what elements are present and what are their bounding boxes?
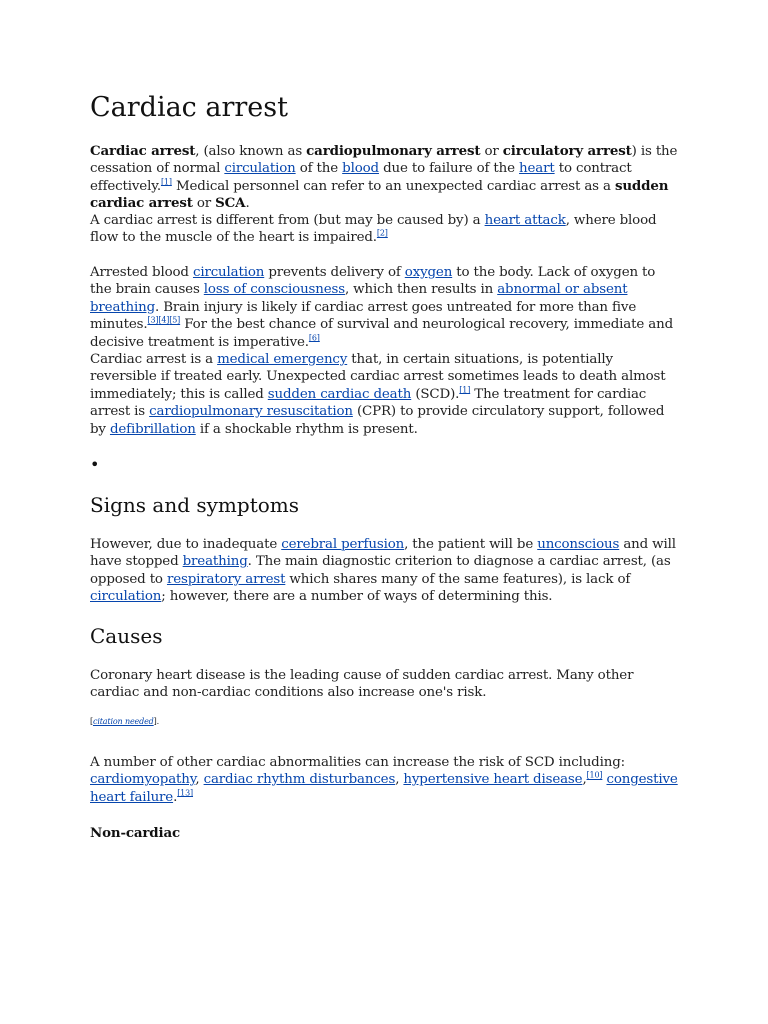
citation-needed: [citation needed]. [90,717,160,726]
reference-link[interactable]: [10] [586,770,603,780]
link-abnormal-breathing[interactable]: abnormal or absent breathing [90,282,628,315]
link-circulation[interactable]: circulation [224,161,296,177]
link-cardiac-rhythm-disturbances[interactable]: cardiac rhythm disturbances [203,772,396,788]
reference-link[interactable]: [1] [459,385,471,395]
paragraph-heart-attack: A cardiac arrest is different from (but may be caused by) a heart attack, where blood flow to the muscle of the heart is impaired.[2] [90,213,657,246]
link-breathing[interactable]: breathing [182,554,248,570]
reference-link[interactable]: [2] [376,228,388,238]
paragraph-cardiac-abnormalities: A number of other cardiac abnormalities can increase the risk of SCD including: cardiomyopathy, cardiac rhythm disturbances, hypertensive heart disease,[10] congestive heart failure.[13] [90,755,678,805]
link-unconscious[interactable]: unconscious [537,537,620,552]
paragraph-signs: However, due to inadequate cerebral perfusion, the patient will be unconscious and will have stopped breathing. The main diagnostic criterion to diagnose a cardiac arrest, (as opposed to respiratory arrest which shares many of the same features), is lack of circulation; however, there are a number of ways of determining this. [90,537,676,605]
section-heading-signs: Signs and symptoms [90,493,300,517]
bold-term: sudden cardiac arrest [90,177,669,212]
reference-link[interactable]: [13] [177,788,194,798]
link-loss-of-consciousness[interactable]: loss of consciousness [203,282,345,298]
bold-term: Cardiac arrest [90,143,196,159]
subsection-heading-non-cardiac: Non-cardiac [90,825,180,841]
reference-link[interactable]: [6] [308,333,320,343]
reference-link[interactable]: [1] [160,177,172,187]
link-cardiomyopathy[interactable]: cardiomyopathy [90,772,196,788]
reference-link[interactable]: [5] [169,315,181,325]
bold-term: SCA [215,195,246,212]
paragraph-medical-emergency: Cardiac arrest is a medical emergency that, in certain situations, is potentially reversible if treated early. Unexpected cardiac arrest sometimes leads to death almost immediately; this is called sudden cardiac death (SCD).[1] The treatment for cardiac arrest is cardiopulmonary resuscitation (CPR) to provide circulatory support, followed by defibrillation if a shockable rhythm is present. [90,352,666,437]
reference-link[interactable]: [4] [158,315,170,325]
link-defibrillation[interactable]: defibrillation [109,421,196,437]
bold-term: circulatory arrest [502,143,632,159]
link-congestive-heart-failure[interactable]: congestive heart failure [90,772,678,805]
intro-paragraph: Cardiac arrest, (also known as cardiopulmonary arrest or circulatory arrest) is the cessation of normal circulation of the blood due to failure of the heart to contract effectively.[1] Medical personnel can refer to an unexpected cardiac arrest as a sudden cardiac arrest or SCA. [90,143,678,212]
reference-link[interactable]: [3] [147,315,159,325]
link-oxygen[interactable]: oxygen [404,265,453,280]
paragraph-causes: Coronary heart disease is the leading cause of sudden cardiac arrest. Many other cardiac and non-cardiac conditions also increase one's risk. [90,668,634,701]
link-blood[interactable]: blood [342,161,379,177]
section-heading-causes: Causes [90,624,163,648]
link-sudden-cardiac-death[interactable]: sudden cardiac death [267,386,412,402]
list-bullet: • [90,455,100,474]
link-circulation[interactable]: circulation [192,265,265,280]
bold-term: cardiopulmonary arrest [306,143,481,159]
link-heart[interactable]: heart [519,161,555,177]
link-heart-attack[interactable]: heart attack [484,213,566,228]
citation-needed-link[interactable]: citation needed [92,717,154,726]
paragraph-arrested-blood: Arrested blood circulation prevents delivery of oxygen to the body. Lack of oxygen to the brain causes loss of consciousness, which then results in abnormal or absent breathing. Brain injury is likely if cardiac arrest goes untreated for more than five minutes.[3][4][5] For the best chance of survival and neurological recovery, immediate and decisive treatment is imperative.[6] [90,265,673,350]
link-respiratory-arrest[interactable]: respiratory arrest [166,571,286,587]
page-title: Cardiac arrest [90,92,288,123]
link-hypertensive-heart-disease[interactable]: hypertensive heart disease [403,772,583,788]
link-cerebral-perfusion[interactable]: cerebral perfusion [281,537,405,552]
link-cpr[interactable]: cardiopulmonary resuscitation [149,404,353,420]
link-medical-emergency[interactable]: medical emergency [217,352,348,367]
link-circulation[interactable]: circulation [90,589,162,605]
